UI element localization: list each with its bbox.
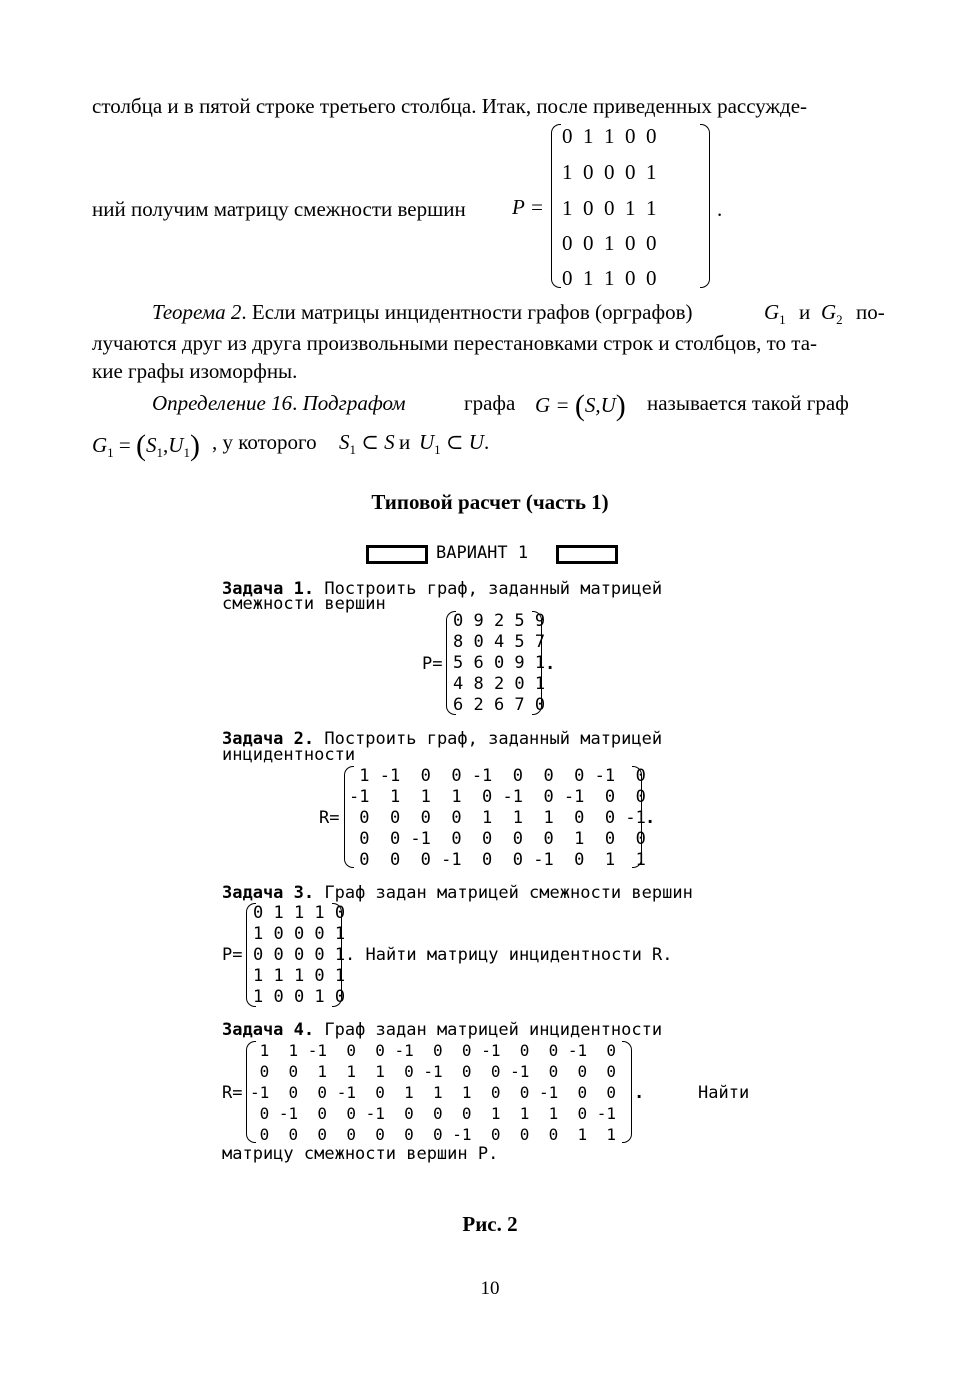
task3-matrix-row: 0 1 1 1 0 [253,903,346,923]
definition-graph-word: графа [464,391,516,415]
task1-line: Задача 1. Построить граф, заданный матрицей [222,579,663,599]
task1-matrix-row: 6 2 6 7 0 [453,695,546,715]
definition-text: называется такой граф [647,391,849,415]
section-title: Типовой расчет (часть 1) [371,490,609,514]
theorem-tail: по- [856,300,885,324]
task2-r-label: R= [319,808,340,828]
task3-matrix-row: 1 0 0 0 1 [253,924,346,944]
variant-title: ВАРИАНТ 1 [436,543,529,563]
task2-matrix-row: 0 0 -1 0 0 0 0 1 0 0 [349,829,646,849]
definition-line-1: Определение 16. Подграфом [152,391,406,415]
task1-matrix-row: 8 0 4 5 7 [453,632,546,652]
task1-label: Задача 1. [222,579,315,599]
matrix-left-bracket [551,124,561,288]
task3-p-label: P= [222,945,243,965]
task4-matrix-row: -1 0 0 -1 0 1 1 1 0 0 -1 0 0 [250,1083,617,1102]
theorem-and: и [799,300,811,324]
theorem-line-1 [152,300,693,325]
variant-box-right [556,545,618,564]
task4-matrix-row: 0 0 1 1 1 0 -1 0 0 -1 0 0 0 [250,1062,617,1081]
task3-find-text: . Найти матрицу инцидентности R. [345,945,673,965]
theorem-line-2: лучаются друг из друга произвольными перестановками строк и столбцов, то та- [92,331,818,355]
matrix-row: 0 0 1 0 0 [562,231,657,255]
task3-line: Задача 3. Граф задан матрицей смежности вершин [222,883,693,903]
theorem-text: . Если матрицы инцидентности графов (орграфов) [241,300,693,324]
task2-dot: . [645,808,656,828]
definition-and: и [399,430,411,454]
task2-line-2: инцидентности [222,745,356,765]
matrix-row: 0 1 1 0 0 [562,124,657,148]
task4-dot: . [634,1083,645,1103]
matrix-row: 1 0 0 0 1 [562,160,657,184]
task2-matrix-row: 0 0 0 -1 0 0 -1 0 1 1 [349,850,646,870]
theorem-g2: $G_2$ [821,300,843,327]
task2-matrix-row: 0 0 0 0 1 1 1 0 0 -1 [349,808,646,828]
definition-s1-subset: $S_1$ ⊂ S [339,430,395,457]
task3-matrix-row: 1 1 1 0 1 [253,966,346,986]
page-number: 10 [480,1278,500,1299]
task4-label: Задача 4. [222,1020,315,1040]
matrix-p-label: P = [512,195,544,219]
task4-matrix-row: 1 1 -1 0 0 -1 0 0 -1 0 0 -1 0 [250,1041,617,1060]
task4-matrix-row: 0 -1 0 0 -1 0 0 0 1 1 1 0 -1 [250,1104,617,1123]
task4-find-text: Найти [698,1083,750,1103]
task1-matrix-row: 0 9 2 5 9 [453,611,546,631]
task4-line: Задача 4. Граф задан матрицей инцидентности [222,1020,663,1040]
task3-matrix-row: 0 0 0 0 1 [253,945,346,965]
task4-right-bracket [622,1041,632,1143]
definition-label: Определение 16 [152,391,293,415]
task2-line: Задача 2. Построить граф, заданный матрицей [222,729,663,749]
variant-box-left [366,545,428,564]
task4-matrix-row: 0 0 0 0 0 0 0 -1 0 0 0 1 1 [250,1125,617,1144]
theorem-label: Теорема 2 [152,300,242,324]
task1-p-label: P= [422,654,443,674]
paragraph-line-1: столбца и в пятой строке третьего столбца. Итак, после приведенных рассужде- [92,94,808,118]
task1-dot: . [545,654,556,674]
task3-label: Задача 3. [222,883,315,903]
task1-matrix-row: 5 6 0 9 1 [453,653,546,673]
task2-matrix-row: 1 -1 0 0 -1 0 0 0 -1 0 [349,766,646,786]
task4-last-line: матрицу смежности вершин P. [222,1144,499,1164]
definition-formula-g1: $G_1 = (S_1,U_1)$ [92,429,200,462]
task2-matrix-row: -1 1 1 1 0 -1 0 -1 0 0 [349,787,646,807]
definition-term: Подграфом [302,391,406,415]
theorem-g1: $G_1$ [764,300,786,327]
definition-formula-g: G = (S,U) [535,389,626,422]
task4-r-label: R= [222,1083,243,1103]
theorem-line-3: кие графы изоморфны. [92,359,298,383]
paragraph-line-2: ний получим матрицу смежности вершин [92,197,466,221]
task1-matrix-row: 4 8 2 0 1 [453,674,546,694]
definition-u1-subset: $U_1$ ⊂ U. [419,430,490,457]
figure-caption: Рис. 2 [462,1212,518,1236]
task3-matrix-row: 1 0 0 1 0 [253,987,346,1007]
definition-line-2: , у которого [212,430,317,454]
matrix-period: . [717,197,723,221]
matrix-row: 1 0 0 1 1 [562,196,657,220]
matrix-row: 0 1 1 0 0 [562,266,657,290]
task1-line-2: смежности вершин [222,594,386,614]
task2-label: Задача 2. [222,729,315,749]
matrix-right-bracket [700,124,710,288]
